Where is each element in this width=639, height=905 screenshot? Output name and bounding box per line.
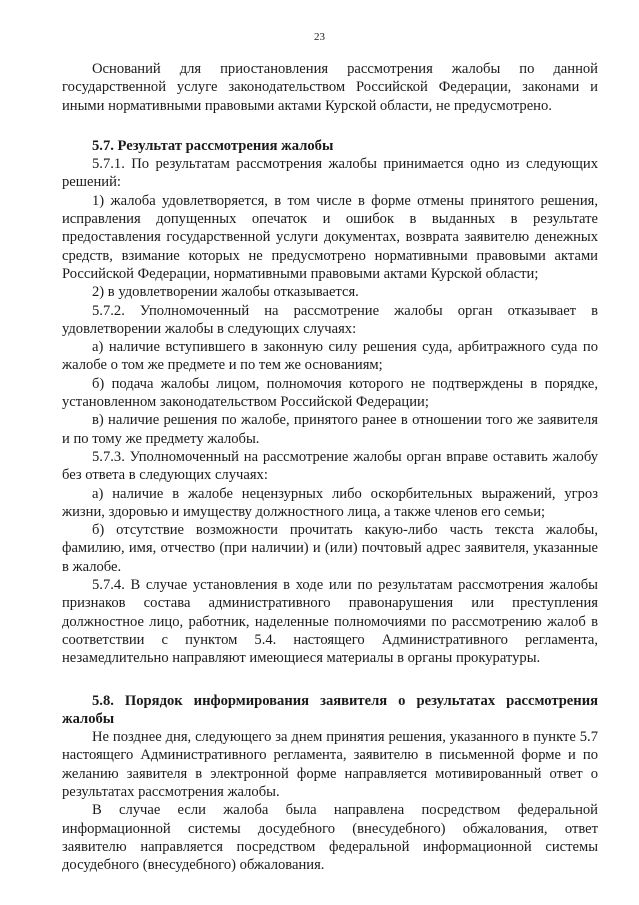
paragraph-5-7-1-item-1: 1) жалоба удовлетворяется, в том числе в форме отмены принятого решения, исправления допущенных опечаток и ошибок в выданных в результате предоставления государственной услуги документах, возврата заявителю денежных средств, взимание которых не предусмотрено нормативными правовыми актами Российской Федерации, нормативными правовыми актами Курской области; <box>62 192 598 282</box>
spacer <box>62 115 598 137</box>
section-heading-5-8: 5.8. Порядок информирования заявителя о результатах рассмотрения жалобы <box>62 692 598 727</box>
paragraph-5-7-4: 5.7.4. В случае установления в ходе или по результатам рассмотрения жалобы признаков состава административного правонарушения или преступления должностное лицо, работник, наделенные полномочиями по рассмотрению жалоб в соответствии с пунктом 5.4. настоящего Административного регламента, незамедлительно направляют имеющиеся материалы в органы прокуратуры. <box>62 577 598 667</box>
paragraph-5-7-2-item-a: а) наличие вступившего в законную силу решения суда, арбитражного суда по жалобе о том же предмете и по тем же основаниям; <box>62 339 598 374</box>
paragraph-5-7-1-item-2: 2) в удовлетворении жалобы отказывается. <box>92 284 359 301</box>
paragraph-5-7-2-item-v: в) наличие решения по жалобе, принятого ранее в отношении того же заявителя и по тому же предмету жалобы. <box>62 412 598 447</box>
paragraph-intro: Оснований для приостановления рассмотрения жалобы по данной государственной услуге законодательством Российской Федерации, законами и иными нормативными правовыми актами Курской области, не предусмотрено. <box>62 61 598 114</box>
section-heading-5-7: 5.7. Результат рассмотрения жалобы <box>92 137 334 154</box>
page-number: 23 <box>314 31 325 43</box>
paragraph-5-8-1: Не позднее дня, следующего за днем принятия решения, указанного в пункте 5.7 настоящего Административного регламента, заявителю в письменной форме и по желанию заявителя в электронной форме направляется мотивированный ответ о результатах рассмотрения жалобы. <box>62 729 598 800</box>
paragraph-5-7-3-item-b: б) отсутствие возможности прочитать какую-либо часть текста жалобы, фамилию, имя, отчество (при наличии) и (или) почтовый адрес заявителя, указанные в жалобе. <box>62 522 598 575</box>
document-body <box>62 60 598 874</box>
paragraph-5-7-2: 5.7.2. Уполномоченный на рассмотрение жалобы орган отказывает в удовлетворении жалобы в следующих случаях: <box>62 302 598 337</box>
paragraph-5-7-3-item-a: а) наличие в жалобе нецензурных либо оскорбительных выражений, угроз жизни, здоровью и имуществу должностного лица, а также членов его семьи; <box>62 485 598 520</box>
paragraph-5-8-2: В случае если жалоба была направлена посредством федеральной информационной системы досудебного (внесудебного) обжалования, ответ заявителю направляется посредством федеральной информационной системы досудебного (внесудебного) обжалования. <box>62 802 598 874</box>
spacer <box>62 668 598 692</box>
paragraph-5-7-2-item-b: б) подача жалобы лицом, полномочия которого не подтверждены в порядке, установленном законодательством Российской Федерации; <box>62 375 598 411</box>
paragraph-5-7-1: 5.7.1. По результатам рассмотрения жалобы принимается одно из следующих решений: <box>62 156 598 191</box>
paragraph-5-7-3: 5.7.3. Уполномоченный на рассмотрение жалобы орган вправе оставить жалобу без ответа в следующих случаях: <box>62 448 598 484</box>
